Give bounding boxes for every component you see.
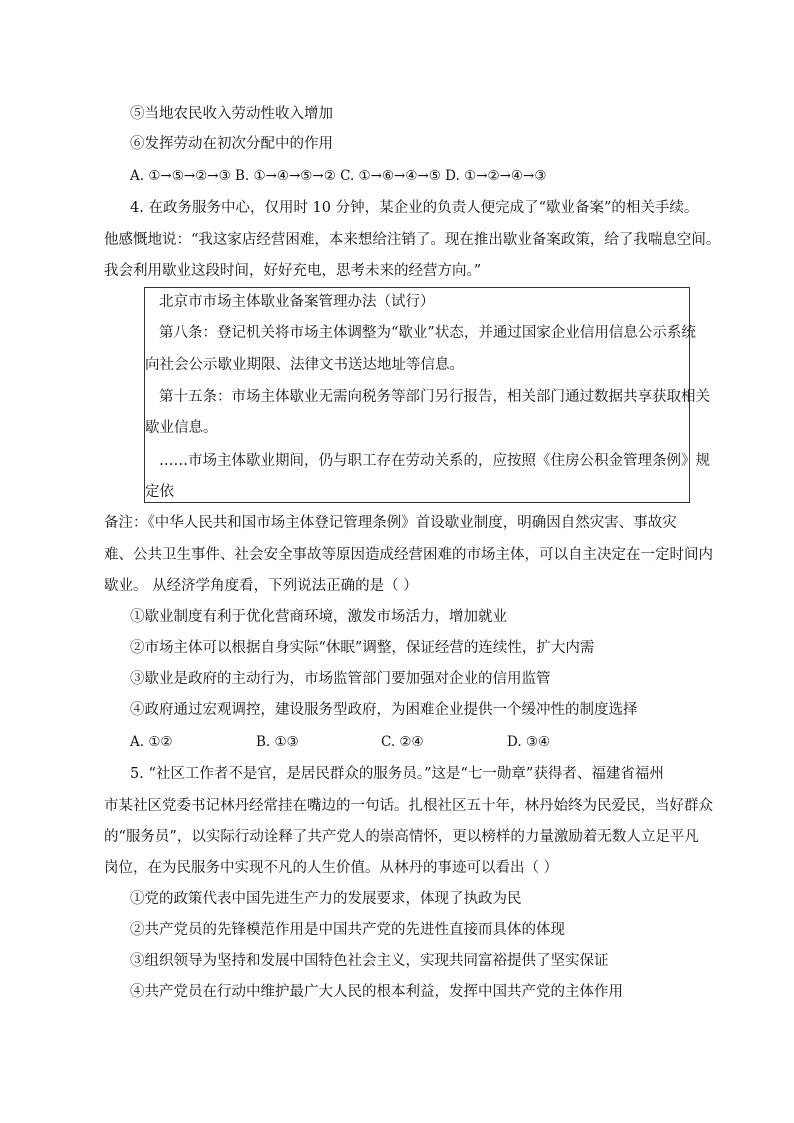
- q5-option-2: ②共产党员的先锋模范作用是中国共产党的先进性直接而具体的体现: [130, 922, 565, 938]
- q4-option-1: ①歇业制度有利于优化营商环境，激发市场活力，增加就业: [130, 609, 507, 625]
- regulation-line-4: 歇业信息。: [145, 420, 218, 436]
- q4-stem-line-1: 4. 在政务服务中心，仅用时 10 分钟，某企业的负责人便完成了“歇业备案”的相关手续。: [130, 200, 699, 216]
- q4-option-4: ④政府通过宏观调控，建设服务型政府，为困难企业提供一个缓冲性的制度选择: [130, 702, 638, 718]
- q4-choice-b: B. ①③: [256, 734, 299, 750]
- regulation-line-3: 第十五条：市场主体歇业无需向税务等部门另行报告，相关部门通过数据共享获取相关: [159, 389, 710, 405]
- q5-option-4: ④共产党员在行动中维护最广大人民的根本利益，发挥中国共产党的主体作用: [130, 984, 623, 1000]
- regulation-line-5: ……市场主体歇业期间，仍与职工存在劳动关系的，应按照《住房公积金管理条例》规: [159, 453, 710, 469]
- q4-stem-line-3: 我会利用歇业这段时间，好好充电，思考未来的经营方向。”: [104, 263, 482, 279]
- regulation-line-2: 向社会公示歇业期限、法律文书送达地址等信息。: [145, 357, 464, 373]
- q5-option-1: ①党的政策代表中国先进生产力的发展要求，体现了执政为民: [130, 891, 522, 907]
- q5-stem-line-4: 岗位，在为民服务中实现不凡的人生价值。从林丹的事迹可以看出（ ）: [104, 860, 559, 876]
- q5-option-3: ③组织领导为坚持和发展中国特色社会主义，实现共同富裕提供了坚实保证: [130, 953, 609, 969]
- q4-choice-c: C. ②④: [381, 734, 424, 750]
- q4-note-line-1: 备注：《中华人民共和国市场主体登记管理条例》首设歇业制度，明确因自然灾害、事故灾: [104, 515, 677, 531]
- q5-stem-line-3: 的“服务员”，以实际行动诠释了共产党人的崇高情怀，更以榜样的力量激励着无数人立足平凡: [104, 829, 699, 845]
- q4-option-3: ③歇业是政府的主动行为，市场监管部门要加强对企业的信用监管: [130, 671, 551, 687]
- q4-note-line-3: 歇业。 从经济学角度看，下列说法正确的是（ ）: [104, 578, 418, 594]
- option-5: ⑤当地农民收入劳动性收入增加: [130, 106, 333, 122]
- option-6: ⑥发挥劳动在初次分配中的作用: [130, 136, 333, 152]
- regulation-box: [144, 287, 710, 503]
- regulation-line-1: 第八条：登记机关将市场主体调整为“歇业”状态，并通过国家企业信用信息公示系统: [159, 325, 696, 341]
- q4-option-2: ②市场主体可以根据自身实际“休眠”调整，保证经营的连续性，扩大内需: [130, 640, 595, 656]
- answer-choices-prev: A. ①→⑤→②→③ B. ①→④→⑤→② C. ①→⑥→④→⑤ D. ①→②→④→③: [130, 168, 547, 184]
- q5-stem-line-1: 5. “社区工作者不是官，是居民群众的服务员。”这是“七一勋章”获得者、福建省福州: [130, 766, 664, 782]
- q5-stem-line-2: 市某社区党委书记林丹经常挂在嘴边的一句话。扎根社区五十年，林丹始终为民爱民，当好群众: [104, 798, 713, 814]
- regulation-title: 北京市市场主体歇业备案管理办法（试行）: [159, 294, 435, 310]
- q4-note-line-2: 难、公共卫生事件、社会安全事故等原因造成经营困难的市场主体，可以自主决定在一定时间内: [104, 547, 713, 563]
- q4-choice-d: D. ③④: [507, 734, 551, 750]
- q4-stem-line-2: 他感慨地说：“我这家店经营困难，本来想给注销了。现在推出歇业备案政策，给了我喘息空间。: [104, 232, 721, 248]
- regulation-line-6: 定依: [145, 484, 174, 500]
- q4-choice-a: A. ①②: [130, 734, 173, 750]
